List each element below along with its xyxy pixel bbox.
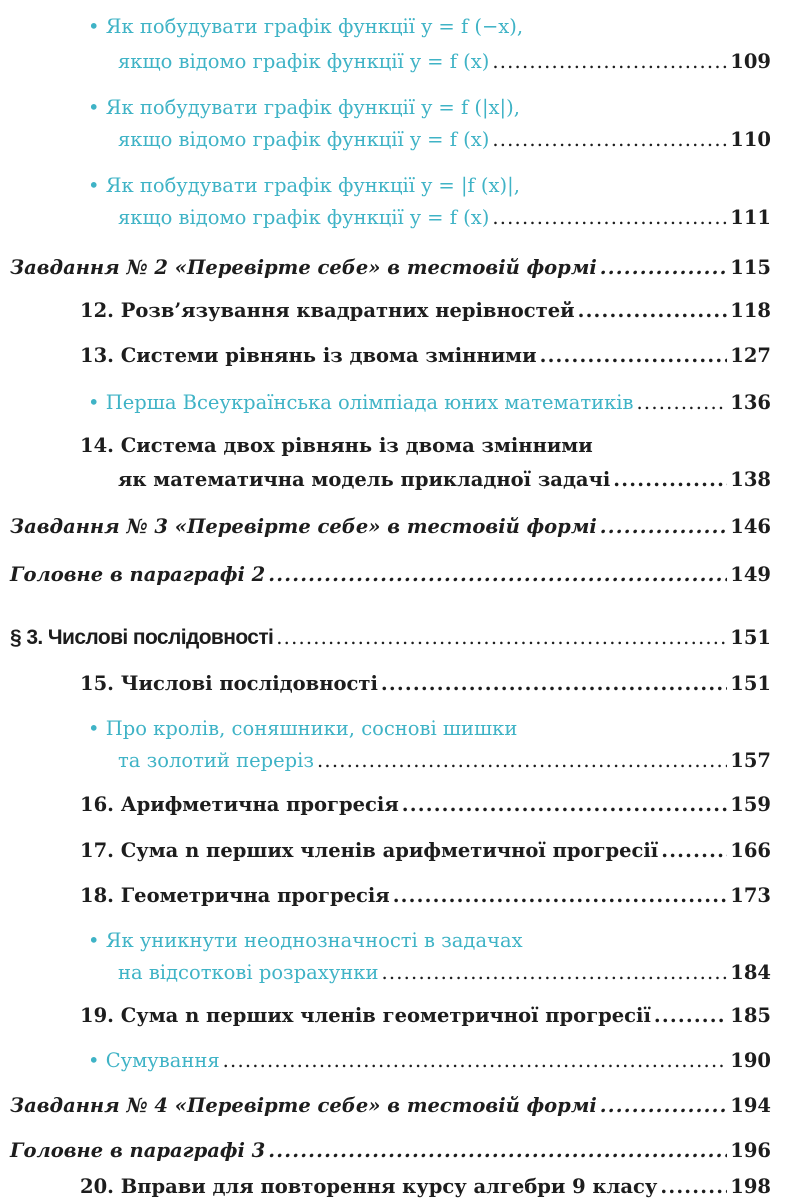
dot-leader	[492, 203, 727, 233]
dot-leader	[600, 253, 728, 283]
page-number: 151	[730, 672, 771, 695]
toc-entry-line: 17. Сума n перших членів арифметичної прогресії	[80, 839, 659, 862]
toc-entry-line: 18. Геометрична прогресія	[80, 884, 390, 907]
toc-entry-line: якщо відомо графік функції y = f (x)	[118, 50, 490, 73]
toc-entry-line: як математична модель прикладної задачі	[118, 468, 611, 491]
dot-leader	[223, 1046, 728, 1076]
toc-entry-line: • Перша Всеукраїнська олімпіада юних математиків	[88, 391, 634, 414]
toc-entry-line: 16. Арифметична прогресія	[80, 793, 399, 816]
toc-entry-line: якщо відомо графік функції y = f (x)	[118, 128, 490, 151]
page-number: 111	[730, 206, 771, 229]
page-number: 138	[730, 468, 771, 491]
dot-leader	[276, 623, 727, 653]
page-number: 149	[730, 563, 771, 586]
toc-entry-line: 14. Система двох рівнянь із двома змінними	[80, 434, 593, 457]
toc-entry-line: § 3. Числові послідовності	[10, 626, 274, 649]
dot-leader	[381, 669, 727, 699]
toc-entry-line: • Сумування	[88, 1049, 220, 1072]
dot-leader	[317, 746, 727, 776]
toc-entry-line: Завдання № 4 «Перевірте себе» в тестовій формі	[10, 1094, 597, 1117]
page-number: 184	[730, 961, 771, 984]
page-number: 146	[730, 515, 771, 538]
toc-entry-line: 15. Числові послідовності	[80, 672, 378, 695]
dot-leader	[402, 790, 728, 820]
page-number: 194	[730, 1094, 771, 1117]
toc-entry-line: на відсоткові розрахунки	[118, 961, 379, 984]
page-number: 198	[730, 1175, 771, 1198]
dot-leader	[600, 512, 728, 542]
toc-entry-line: • Як уникнути неоднозначності в задачах	[88, 929, 523, 952]
toc-entry-line: та золотий переріз	[118, 749, 315, 772]
toc-entry-line: якщо відомо графік функції y = f (x)	[118, 206, 490, 229]
dot-leader	[660, 1172, 727, 1202]
dot-leader	[268, 560, 727, 590]
dot-leader	[661, 836, 727, 866]
toc-entry-line: 20. Вправи для повторення курсу алгебри 9 класу	[80, 1175, 658, 1198]
dot-leader	[393, 881, 728, 911]
dot-leader	[492, 47, 727, 77]
toc-entry-line: • Як побудувати графік функції y = f (|x|),	[88, 96, 520, 119]
dot-leader	[492, 125, 727, 155]
page-number: 136	[730, 391, 771, 414]
page-number: 190	[730, 1049, 771, 1072]
page-number: 110	[730, 128, 771, 151]
page-number: 151	[730, 626, 771, 649]
dot-leader	[637, 388, 728, 418]
dot-leader	[613, 465, 727, 495]
page-number: 127	[730, 344, 771, 367]
page-number: 118	[730, 299, 771, 322]
toc-entry-line: • Про кролів, соняшники, соснові шишки	[88, 717, 518, 740]
dot-leader	[600, 1091, 728, 1121]
page-number: 166	[730, 839, 771, 862]
page-number: 196	[730, 1139, 771, 1162]
toc-entry-line: Головне в параграфі 2	[10, 563, 266, 586]
dot-leader	[578, 296, 728, 326]
dot-leader	[268, 1136, 727, 1166]
dot-leader	[540, 341, 728, 371]
toc-entry-line: Головне в параграфі 3	[10, 1139, 266, 1162]
page-number: 173	[730, 884, 771, 907]
toc-entry-line: Завдання № 2 «Перевірте себе» в тестовій формі	[10, 256, 597, 279]
toc-entry-line: 13. Системи рівнянь із двома змінними	[80, 344, 537, 367]
dot-leader	[654, 1001, 727, 1031]
toc-entry-line: 12. Розв’язування квадратних нерівностей	[80, 299, 575, 322]
toc-entry-line: 19. Сума n перших членів геометричної прогресії	[80, 1004, 651, 1027]
page-number: 109	[730, 50, 771, 73]
toc-entry-line: • Як побудувати графік функції y = |f (x)|,	[88, 174, 520, 197]
page-number: 157	[730, 749, 771, 772]
toc-entry-line: • Як побудувати графік функції y = f (−x),	[88, 15, 524, 38]
toc-entry-line: Завдання № 3 «Перевірте себе» в тестовій формі	[10, 515, 597, 538]
page-number: 159	[730, 793, 771, 816]
page-number: 115	[730, 256, 771, 279]
page-number: 185	[730, 1004, 771, 1027]
dot-leader	[381, 958, 727, 988]
